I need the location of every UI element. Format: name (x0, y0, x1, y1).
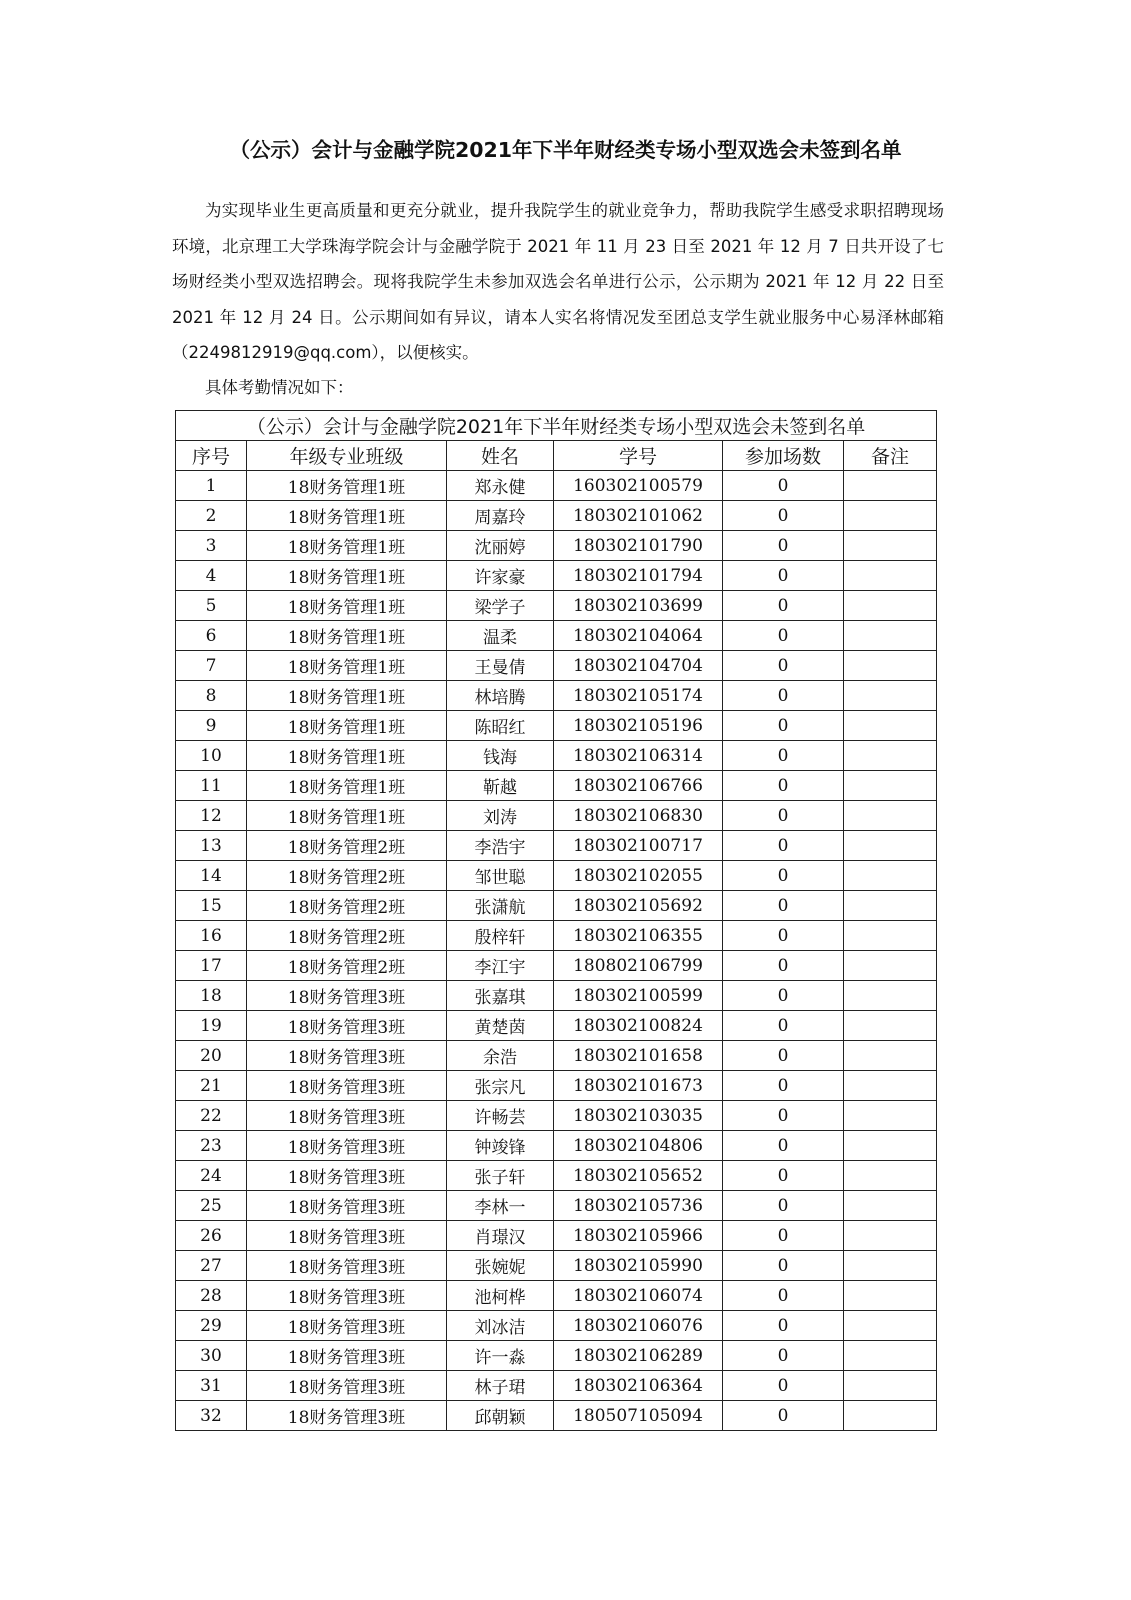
cell-name: 张潇航 (447, 891, 554, 921)
cell-name: 沈丽婷 (447, 531, 554, 561)
table-row (176, 1221, 937, 1251)
cell-note (844, 1071, 937, 1101)
table-row (176, 1011, 937, 1041)
cell-attended-count: 0 (723, 1221, 844, 1251)
cell-no: 1 (176, 471, 247, 501)
cell-note (844, 1161, 937, 1191)
cell-class: 18财务管理1班 (247, 591, 447, 621)
cell-name: 邹世聪 (447, 861, 554, 891)
cell-class: 18财务管理3班 (247, 1131, 447, 1161)
cell-class: 18财务管理3班 (247, 1251, 447, 1281)
cell-class: 18财务管理1班 (247, 771, 447, 801)
header-attended-count: 参加场数 (723, 441, 844, 471)
cell-student-id: 180302104806 (554, 1131, 723, 1161)
header-class: 年级专业班级 (247, 441, 447, 471)
cell-attended-count: 0 (723, 651, 844, 681)
cell-student-id: 180302105966 (554, 1221, 723, 1251)
cell-class: 18财务管理2班 (247, 891, 447, 921)
cell-no: 24 (176, 1161, 247, 1191)
table-row (176, 1371, 937, 1401)
cell-no: 31 (176, 1371, 247, 1401)
cell-no: 18 (176, 981, 247, 1011)
table-row (176, 531, 937, 561)
cell-attended-count: 0 (723, 921, 844, 951)
cell-student-id: 180302101790 (554, 531, 723, 561)
cell-note (844, 681, 937, 711)
cell-note (844, 591, 937, 621)
cell-class: 18财务管理3班 (247, 1311, 447, 1341)
cell-name: 许家豪 (447, 561, 554, 591)
table-row (176, 1161, 937, 1191)
cell-student-id: 180302101658 (554, 1041, 723, 1071)
table-row (176, 711, 937, 741)
cell-no: 15 (176, 891, 247, 921)
cell-note (844, 711, 937, 741)
cell-note (844, 1371, 937, 1401)
table-row (176, 801, 937, 831)
cell-name: 刘涛 (447, 801, 554, 831)
cell-no: 13 (176, 831, 247, 861)
cell-no: 23 (176, 1131, 247, 1161)
cell-class: 18财务管理2班 (247, 831, 447, 861)
cell-note (844, 1041, 937, 1071)
cell-class: 18财务管理3班 (247, 1161, 447, 1191)
cell-attended-count: 0 (723, 711, 844, 741)
cell-student-id: 180302100824 (554, 1011, 723, 1041)
table-row (176, 1041, 937, 1071)
cell-student-id: 160302100579 (554, 471, 723, 501)
cell-class: 18财务管理3班 (247, 1191, 447, 1221)
cell-name: 林培腾 (447, 681, 554, 711)
table-row (176, 471, 937, 501)
cell-attended-count: 0 (723, 1071, 844, 1101)
cell-no: 32 (176, 1401, 247, 1431)
table-row (176, 831, 937, 861)
cell-attended-count: 0 (723, 531, 844, 561)
table-row (176, 1401, 937, 1431)
cell-attended-count: 0 (723, 1251, 844, 1281)
cell-student-id: 180302100599 (554, 981, 723, 1011)
cell-name: 邱朝颖 (447, 1401, 554, 1431)
cell-note (844, 531, 937, 561)
table-row (176, 651, 937, 681)
table-row (176, 741, 937, 771)
table-row (176, 501, 937, 531)
cell-student-id: 180302102055 (554, 861, 723, 891)
cell-class: 18财务管理1班 (247, 651, 447, 681)
cell-name: 池柯桦 (447, 1281, 554, 1311)
cell-note (844, 981, 937, 1011)
cell-name: 钟竣锋 (447, 1131, 554, 1161)
cell-no: 9 (176, 711, 247, 741)
cell-name: 张子轩 (447, 1161, 554, 1191)
intro-paragraph: 为实现毕业生更高质量和更充分就业，提升我院学生的就业竞争力，帮助我院学生感受求职招聘现场环境，北京理工大学珠海学院会计与金融学院于 2021 年 11 月 23 日至 2021 年 12 月 7 日共开设了七场财经类小型双选招聘会。现将我院学生未参加双选会名单进行公示，公示期为 2021 年 12 月 22 日至 2021 年 12 月 24 日。公示期间如有异议，请本人实名将情况发至团总支学生就业服务中心易泽林邮箱（2249812919@qq.com），以便核实。 (172, 201, 944, 362)
cell-name: 许畅芸 (447, 1101, 554, 1131)
cell-no: 12 (176, 801, 247, 831)
cell-student-id: 180302106289 (554, 1341, 723, 1371)
table-row (176, 771, 937, 801)
cell-student-id: 180302101794 (554, 561, 723, 591)
cell-note (844, 1221, 937, 1251)
table-title-row (176, 411, 937, 441)
cell-class: 18财务管理3班 (247, 1011, 447, 1041)
cell-attended-count: 0 (723, 1311, 844, 1341)
cell-no: 10 (176, 741, 247, 771)
cell-student-id: 180302105174 (554, 681, 723, 711)
cell-attended-count: 0 (723, 1131, 844, 1161)
cell-no: 28 (176, 1281, 247, 1311)
cell-attended-count: 0 (723, 1341, 844, 1371)
table-header-row (176, 441, 937, 471)
cell-name: 张婉妮 (447, 1251, 554, 1281)
cell-attended-count: 0 (723, 1281, 844, 1311)
cell-attended-count: 0 (723, 951, 844, 981)
cell-no: 14 (176, 861, 247, 891)
cell-note (844, 561, 937, 591)
cell-attended-count: 0 (723, 1161, 844, 1191)
table-row (176, 891, 937, 921)
cell-student-id: 180302106076 (554, 1311, 723, 1341)
table-row (176, 951, 937, 981)
table-row (176, 981, 937, 1011)
cell-no: 26 (176, 1221, 247, 1251)
cell-note (844, 951, 937, 981)
header-note: 备注 (844, 441, 937, 471)
cell-no: 21 (176, 1071, 247, 1101)
cell-name: 许一淼 (447, 1341, 554, 1371)
cell-attended-count: 0 (723, 621, 844, 651)
table-row (176, 621, 937, 651)
table-body (176, 471, 937, 1431)
cell-note (844, 1281, 937, 1311)
cell-note (844, 501, 937, 531)
cell-name: 王曼倩 (447, 651, 554, 681)
cell-note (844, 1401, 937, 1431)
cell-name: 陈昭红 (447, 711, 554, 741)
cell-student-id: 180302101673 (554, 1071, 723, 1101)
cell-note (844, 621, 937, 651)
table-row (176, 1281, 937, 1311)
cell-note (844, 471, 937, 501)
cell-name: 梁学子 (447, 591, 554, 621)
table-row (176, 1101, 937, 1131)
page-title: （公示）会计与金融学院2021年下半年财经类专场小型双选会未签到名单 (229, 138, 902, 162)
cell-student-id: 180302106766 (554, 771, 723, 801)
cell-attended-count: 0 (723, 501, 844, 531)
cell-note (844, 1341, 937, 1371)
cell-name: 李浩宇 (447, 831, 554, 861)
table-row (176, 1131, 937, 1161)
cell-no: 17 (176, 951, 247, 981)
table-row (176, 861, 937, 891)
cell-class: 18财务管理1班 (247, 471, 447, 501)
cell-student-id: 180302100717 (554, 831, 723, 861)
cell-class: 18财务管理1班 (247, 741, 447, 771)
cell-attended-count: 0 (723, 1041, 844, 1071)
cell-attended-count: 0 (723, 741, 844, 771)
cell-no: 25 (176, 1191, 247, 1221)
cell-note (844, 1251, 937, 1281)
cell-name: 刘冰洁 (447, 1311, 554, 1341)
cell-attended-count: 0 (723, 681, 844, 711)
cell-note (844, 1101, 937, 1131)
cell-student-id: 180302105196 (554, 711, 723, 741)
cell-name: 郑永健 (447, 471, 554, 501)
cell-name: 张嘉琪 (447, 981, 554, 1011)
cell-class: 18财务管理3班 (247, 1221, 447, 1251)
cell-student-id: 180302106355 (554, 921, 723, 951)
cell-name: 周嘉玲 (447, 501, 554, 531)
header-no: 序号 (176, 441, 247, 471)
cell-no: 27 (176, 1251, 247, 1281)
cell-no: 6 (176, 621, 247, 651)
cell-student-id: 180302105990 (554, 1251, 723, 1281)
cell-name: 肖璟汉 (447, 1221, 554, 1251)
header-student-id: 学号 (554, 441, 723, 471)
cell-attended-count: 0 (723, 771, 844, 801)
cell-no: 4 (176, 561, 247, 591)
cell-student-id: 180302103035 (554, 1101, 723, 1131)
cell-attended-count: 0 (723, 471, 844, 501)
cell-attended-count: 0 (723, 1011, 844, 1041)
cell-name: 余浩 (447, 1041, 554, 1071)
cell-no: 2 (176, 501, 247, 531)
table-row (176, 681, 937, 711)
cell-class: 18财务管理1班 (247, 801, 447, 831)
cell-attended-count: 0 (723, 591, 844, 621)
cell-note (844, 1311, 937, 1341)
cell-student-id: 180302105692 (554, 891, 723, 921)
cell-class: 18财务管理1班 (247, 561, 447, 591)
cell-student-id: 180302106364 (554, 1371, 723, 1401)
table-title: （公示）会计与金融学院2021年下半年财经类专场小型双选会未签到名单 (176, 411, 937, 441)
cell-no: 5 (176, 591, 247, 621)
cell-name: 林子珺 (447, 1371, 554, 1401)
cell-no: 20 (176, 1041, 247, 1071)
cell-class: 18财务管理1班 (247, 501, 447, 531)
cell-note (844, 1191, 937, 1221)
cell-no: 19 (176, 1011, 247, 1041)
cell-class: 18财务管理1班 (247, 681, 447, 711)
cell-class: 18财务管理3班 (247, 1281, 447, 1311)
cell-name: 李江宇 (447, 951, 554, 981)
cell-name: 李林一 (447, 1191, 554, 1221)
cell-note (844, 1011, 937, 1041)
cell-note (844, 861, 937, 891)
cell-note (844, 1131, 937, 1161)
cell-no: 30 (176, 1341, 247, 1371)
cell-attended-count: 0 (723, 1371, 844, 1401)
cell-note (844, 801, 937, 831)
cell-name: 黄楚茵 (447, 1011, 554, 1041)
cell-no: 11 (176, 771, 247, 801)
cell-student-id: 180302106074 (554, 1281, 723, 1311)
cell-name: 殷梓轩 (447, 921, 554, 951)
cell-student-id: 180302106830 (554, 801, 723, 831)
cell-student-id: 180302103699 (554, 591, 723, 621)
attendance-table (175, 410, 937, 1431)
cell-no: 22 (176, 1101, 247, 1131)
cell-class: 18财务管理3班 (247, 1041, 447, 1071)
cell-note (844, 831, 937, 861)
header-name: 姓名 (447, 441, 554, 471)
cell-class: 18财务管理1班 (247, 621, 447, 651)
cell-student-id: 180302106314 (554, 741, 723, 771)
cell-class: 18财务管理2班 (247, 951, 447, 981)
cell-no: 8 (176, 681, 247, 711)
cell-class: 18财务管理2班 (247, 921, 447, 951)
cell-attended-count: 0 (723, 1191, 844, 1221)
cell-attended-count: 0 (723, 1401, 844, 1431)
cell-class: 18财务管理3班 (247, 1101, 447, 1131)
table-row (176, 1251, 937, 1281)
cell-name: 钱海 (447, 741, 554, 771)
attendance-intro: 具体考勤情况如下： (205, 378, 354, 397)
cell-student-id: 180302104704 (554, 651, 723, 681)
cell-student-id: 180802106799 (554, 951, 723, 981)
table-row (176, 921, 937, 951)
cell-class: 18财务管理3班 (247, 1401, 447, 1431)
cell-attended-count: 0 (723, 981, 844, 1011)
cell-class: 18财务管理3班 (247, 1071, 447, 1101)
cell-no: 16 (176, 921, 247, 951)
cell-student-id: 180507105094 (554, 1401, 723, 1431)
cell-name: 张宗凡 (447, 1071, 554, 1101)
table-row (176, 591, 937, 621)
cell-note (844, 891, 937, 921)
cell-attended-count: 0 (723, 801, 844, 831)
table-row (176, 1311, 937, 1341)
cell-no: 3 (176, 531, 247, 561)
cell-class: 18财务管理1班 (247, 531, 447, 561)
cell-no: 7 (176, 651, 247, 681)
cell-attended-count: 0 (723, 1101, 844, 1131)
cell-name: 温柔 (447, 621, 554, 651)
cell-attended-count: 0 (723, 861, 844, 891)
cell-student-id: 180302105736 (554, 1191, 723, 1221)
table-row (176, 1071, 937, 1101)
cell-class: 18财务管理3班 (247, 1371, 447, 1401)
cell-class: 18财务管理2班 (247, 861, 447, 891)
table-row (176, 561, 937, 591)
cell-student-id: 180302104064 (554, 621, 723, 651)
cell-no: 29 (176, 1311, 247, 1341)
cell-name: 靳越 (447, 771, 554, 801)
cell-note (844, 771, 937, 801)
cell-class: 18财务管理1班 (247, 711, 447, 741)
cell-class: 18财务管理3班 (247, 981, 447, 1011)
cell-student-id: 180302101062 (554, 501, 723, 531)
cell-note (844, 921, 937, 951)
cell-note (844, 741, 937, 771)
cell-attended-count: 0 (723, 561, 844, 591)
table-row (176, 1191, 937, 1221)
cell-note (844, 651, 937, 681)
table-row (176, 1341, 937, 1371)
cell-class: 18财务管理3班 (247, 1341, 447, 1371)
cell-student-id: 180302105652 (554, 1161, 723, 1191)
cell-attended-count: 0 (723, 831, 844, 861)
cell-attended-count: 0 (723, 891, 844, 921)
